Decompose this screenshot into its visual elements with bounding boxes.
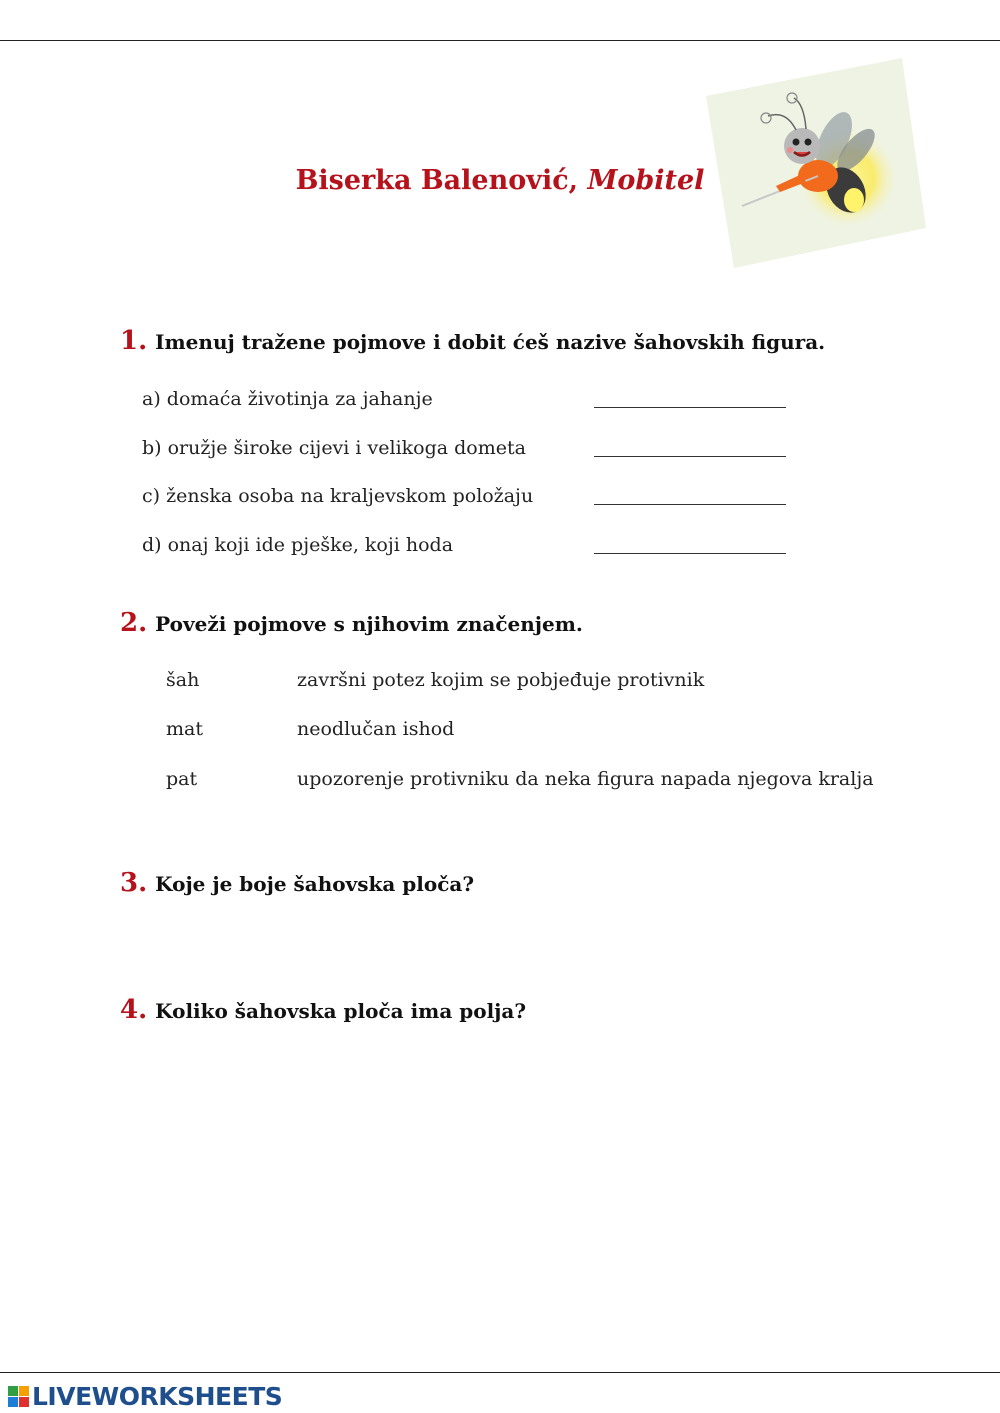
q1-answer-line-c[interactable] (594, 504, 786, 505)
footer-logo[interactable] (8, 1382, 282, 1410)
q1-answer-line-a[interactable] (594, 407, 786, 408)
logo-square-blue (8, 1397, 18, 1407)
q1-answer-line-d[interactable] (594, 553, 786, 554)
logo-square-green (8, 1386, 18, 1396)
q1-item-a: a) domaća životinja za jahanje (142, 388, 433, 410)
question-3-number: 3. (120, 868, 148, 898)
q1-item-c: c) ženska osoba na kraljevskom položaju (142, 485, 534, 507)
question-2-text: Poveži pojmove s njihovim značenjem. (155, 612, 583, 636)
firefly-illustration (706, 58, 926, 268)
logo-square-orange (19, 1386, 29, 1396)
logo-square-red (19, 1397, 29, 1407)
title-work: Mobitel (587, 165, 705, 196)
q2-term-1[interactable]: šah (166, 669, 200, 691)
q2-definition-2[interactable]: neodlučan ishod (297, 718, 455, 740)
liveworksheets-logo-icon (8, 1386, 29, 1407)
q2-term-3[interactable]: pat (166, 768, 198, 790)
q1-item-b: b) oružje široke cijevi i velikoga dometa (142, 437, 526, 459)
question-1-number: 1. (120, 326, 148, 356)
question-4-text: Koliko šahovska ploča ima polja? (155, 999, 527, 1023)
top-rule (0, 40, 1000, 41)
question-3-text: Koje je boje šahovska ploča? (155, 872, 475, 896)
q2-definition-3[interactable]: upozorenje protivniku da neka figura napada njegova kralja (297, 768, 874, 790)
question-1 (120, 326, 825, 356)
question-3 (120, 868, 474, 898)
question-1-text: Imenuj tražene pojmove i dobit ćeš nazive šahovskih figura. (155, 330, 826, 354)
bottom-rule (0, 1372, 1000, 1373)
title-author: Biserka Balenović, (295, 165, 579, 196)
question-2-number: 2. (120, 608, 148, 638)
question-4-number: 4. (120, 995, 148, 1025)
q2-term-2[interactable]: mat (166, 718, 203, 740)
q1-item-d: d) onaj koji ide pješke, koji hoda (142, 534, 454, 556)
q2-definition-1[interactable]: završni potez kojim se pobjeđuje protivnik (297, 669, 705, 691)
footer-brand: LIVEWORKSHEETS (32, 1381, 283, 1411)
question-4 (120, 995, 526, 1025)
question-2 (120, 608, 583, 638)
q1-answer-line-b[interactable] (594, 456, 786, 457)
